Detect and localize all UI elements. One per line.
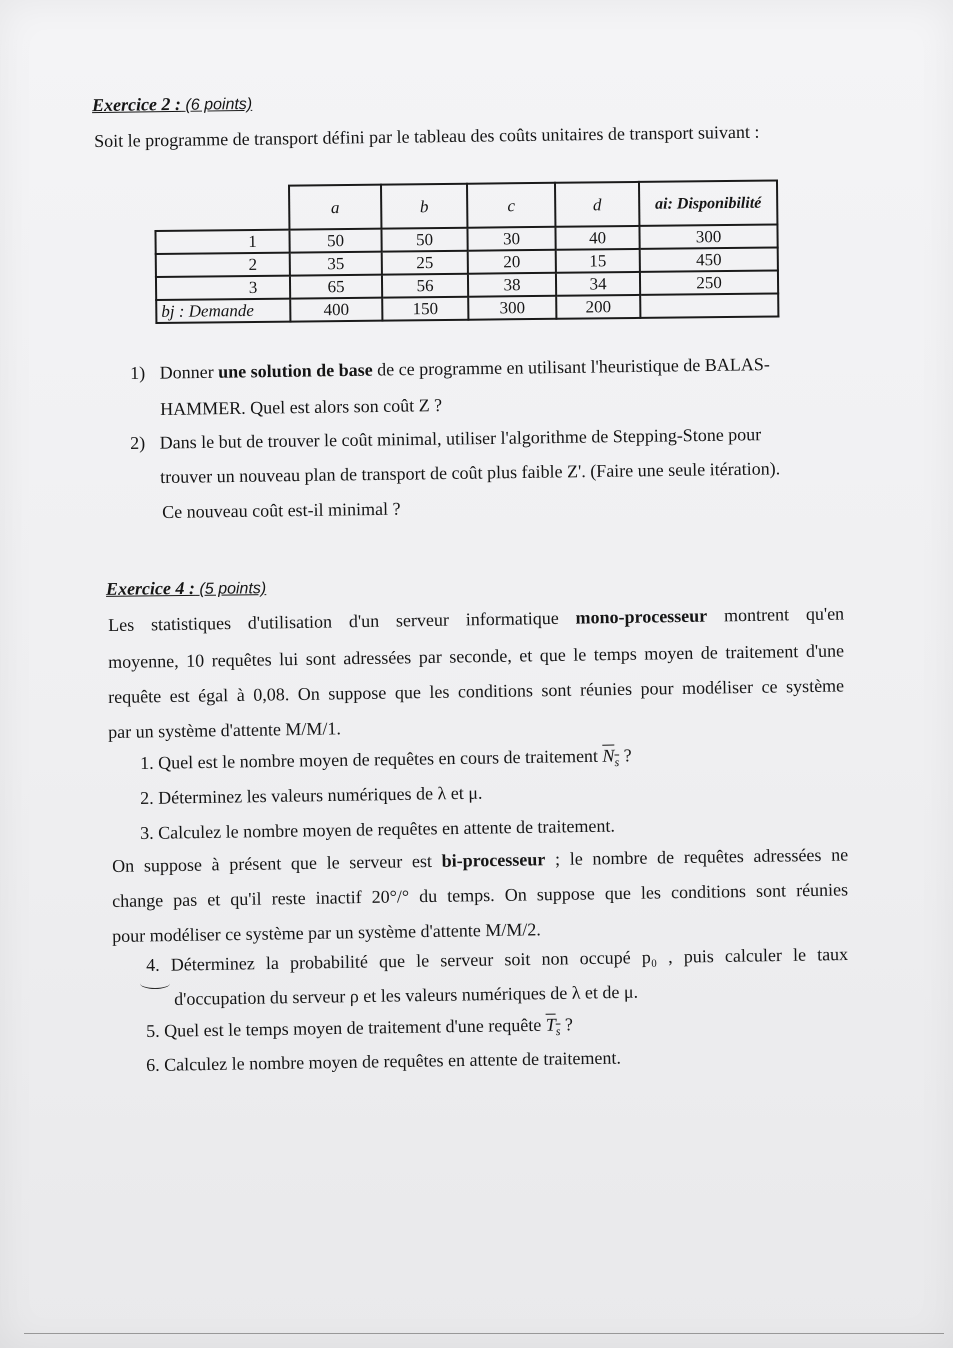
cost-cell: 30 [467,227,555,251]
ex4-q1-symbol: $N_s$ [602,745,620,770]
ex4-paragraph-2-line-3: pour modéliser ce système par un système d'attente M/M/2. [112,919,541,946]
ex4-paragraph-2-line-2 [112,878,848,912]
ex4-paragraph-1-line-3 [108,674,844,708]
ex2-q1-number: 1) [130,362,146,383]
col-header-disponibilite: ai: Disponibilité [639,180,777,225]
ex2-question-1-line-2: HAMMER. Quel est alors son coût Z ? [160,395,443,419]
cost-cell: 40 [555,226,639,250]
disp-cell: 450 [640,247,778,271]
ex2-q1-text-bold: une solution de base [217,359,373,382]
ex4-question-4-line-2: d'occupation du serveur ρ et les valeurs numériques de λ et de μ. [174,981,639,1009]
demand-cell: 400 [290,298,382,322]
row-label: 2 [156,253,290,277]
ex4-q1-text: 1. Quel est le nombre moyen de requêtes en cours de traitement [140,745,603,773]
ex4-p1-bold: mono-processeur [575,605,708,628]
ex4-paragraph-1-line-2 [108,639,844,673]
cost-cell: 50 [289,229,381,253]
ex4-question-5: 5. Quel est le temps moyen de traitement d'une requête $T_s$ ? [146,1014,574,1041]
ex4-p2-bold: bi-processeur [441,849,546,871]
ex2-question-2-line-3: Ce nouveau coût est-il minimal ? [162,498,401,522]
ex4-p2-text-a: On suppose à présent que le serveur est [112,850,442,876]
row-label: 3 [156,276,290,300]
cost-cell: 50 [381,228,467,252]
handwritten-mark [140,978,170,989]
demand-cell: 300 [468,296,556,320]
ex4-question-1: 1. Quel est le nombre moyen de requêtes en cours de traitement $N_s$ ? [140,745,632,773]
demand-label: bj : Demande [156,299,290,323]
col-header-a: a [289,185,381,230]
exercise-4-heading [106,577,266,600]
ex2-q2-number: 2) [130,432,146,453]
ex2-q1-text-c: de ce programme en utilisant l'heuristique de BALAS- [372,354,770,380]
ex4-q5-text: 5. Quel est le temps moyen de traitement d'une requête [146,1014,546,1041]
table-header-row [155,180,777,231]
ex4-paragraph-2-line-1 [112,843,848,877]
ex2-question-2-line-1 [130,423,761,454]
exercise-2-heading [92,93,252,116]
ex4-p1-line-2-text: moyenne, 10 requêtes lui sont adressées par seconde, et que le temps moyen de traitement d'une [108,640,845,672]
ex4-p1-line-3-text: requête est égal à 0,08. On suppose que les conditions sont réunies pour modéliser ce système [108,675,845,707]
ex4-p2-line-2-text: change pas et qu'il reste inactif 20°/° du temps. On suppose que les conditions sont réunies [112,879,849,911]
col-header-c: c [467,183,555,228]
ex4-q5-symbol: $T_s$ [545,1014,561,1039]
cost-cell: 20 [468,250,556,274]
ex2-q1-text-a: Donner [159,361,219,383]
exercise-2-points: (6 points) [185,95,253,114]
demand-empty-cell [640,293,778,317]
bottom-divider [24,1333,944,1334]
cost-cell: 38 [468,273,556,297]
cost-cell: 35 [290,252,382,276]
ex4-question-4-line-1 [146,943,848,976]
ex2-q2-text: Dans le but de trouver le coût minimal, utiliser l'algorithme de Stepping-Stone pour [159,424,762,453]
ex4-q4-text: 4. Déterminez la probabilité que le serveur soit non occupé p₀ , puis calculer le taux [146,943,849,975]
ex4-question-3: 3. Calculez le nombre moyen de requêtes en attente de traitement. [140,815,616,843]
cost-cell: 15 [556,249,640,273]
disp-cell: 300 [639,224,777,248]
ex4-p2-text-c: ; le nombre de requêtes adressées ne [554,844,849,870]
table-corner-cell [155,186,289,231]
row-label: 1 [155,230,289,254]
ex2-question-1-line-1 [130,353,770,384]
col-header-d: d [555,182,639,227]
cost-cell: 34 [556,272,640,296]
ex4-question-2: 2. Déterminez les valeurs numériques de λ et μ. [140,782,483,808]
ex4-question-6: 6. Calculez le nombre moyen de requêtes en attente de traitement. [146,1047,622,1075]
cost-cell: 56 [382,274,468,298]
demand-cell: 150 [382,297,468,321]
exercise-4-title: Exercice 4 : [105,577,196,599]
ex4-p1-text-a: Les statistiques d'utilisation d'un serveur informatique [108,607,576,635]
ex2-question-2-line-2: trouver un nouveau plan de transport de coût plus faible Z'. (Faire une seule itération). [160,458,781,487]
ex4-paragraph-1-line-4: par un système d'attente M/M/1. [108,718,342,742]
col-header-b: b [381,184,467,229]
ex4-paragraph-1-line-1 [108,602,844,636]
cost-cell: 65 [290,275,382,299]
ex4-p1-text-c: montrent qu'en [723,603,845,626]
cost-cell: 25 [382,251,468,275]
exercise-2-intro: Soit le programme de transport défini par le tableau des coûts unitaires de transport suivant : [94,121,760,151]
exercise-4-points: (5 points) [199,580,267,598]
transport-cost-table [154,179,779,324]
exercise-2-title: Exercice 2 : [91,93,182,116]
disp-cell: 250 [640,270,778,294]
demand-cell: 200 [556,295,640,319]
